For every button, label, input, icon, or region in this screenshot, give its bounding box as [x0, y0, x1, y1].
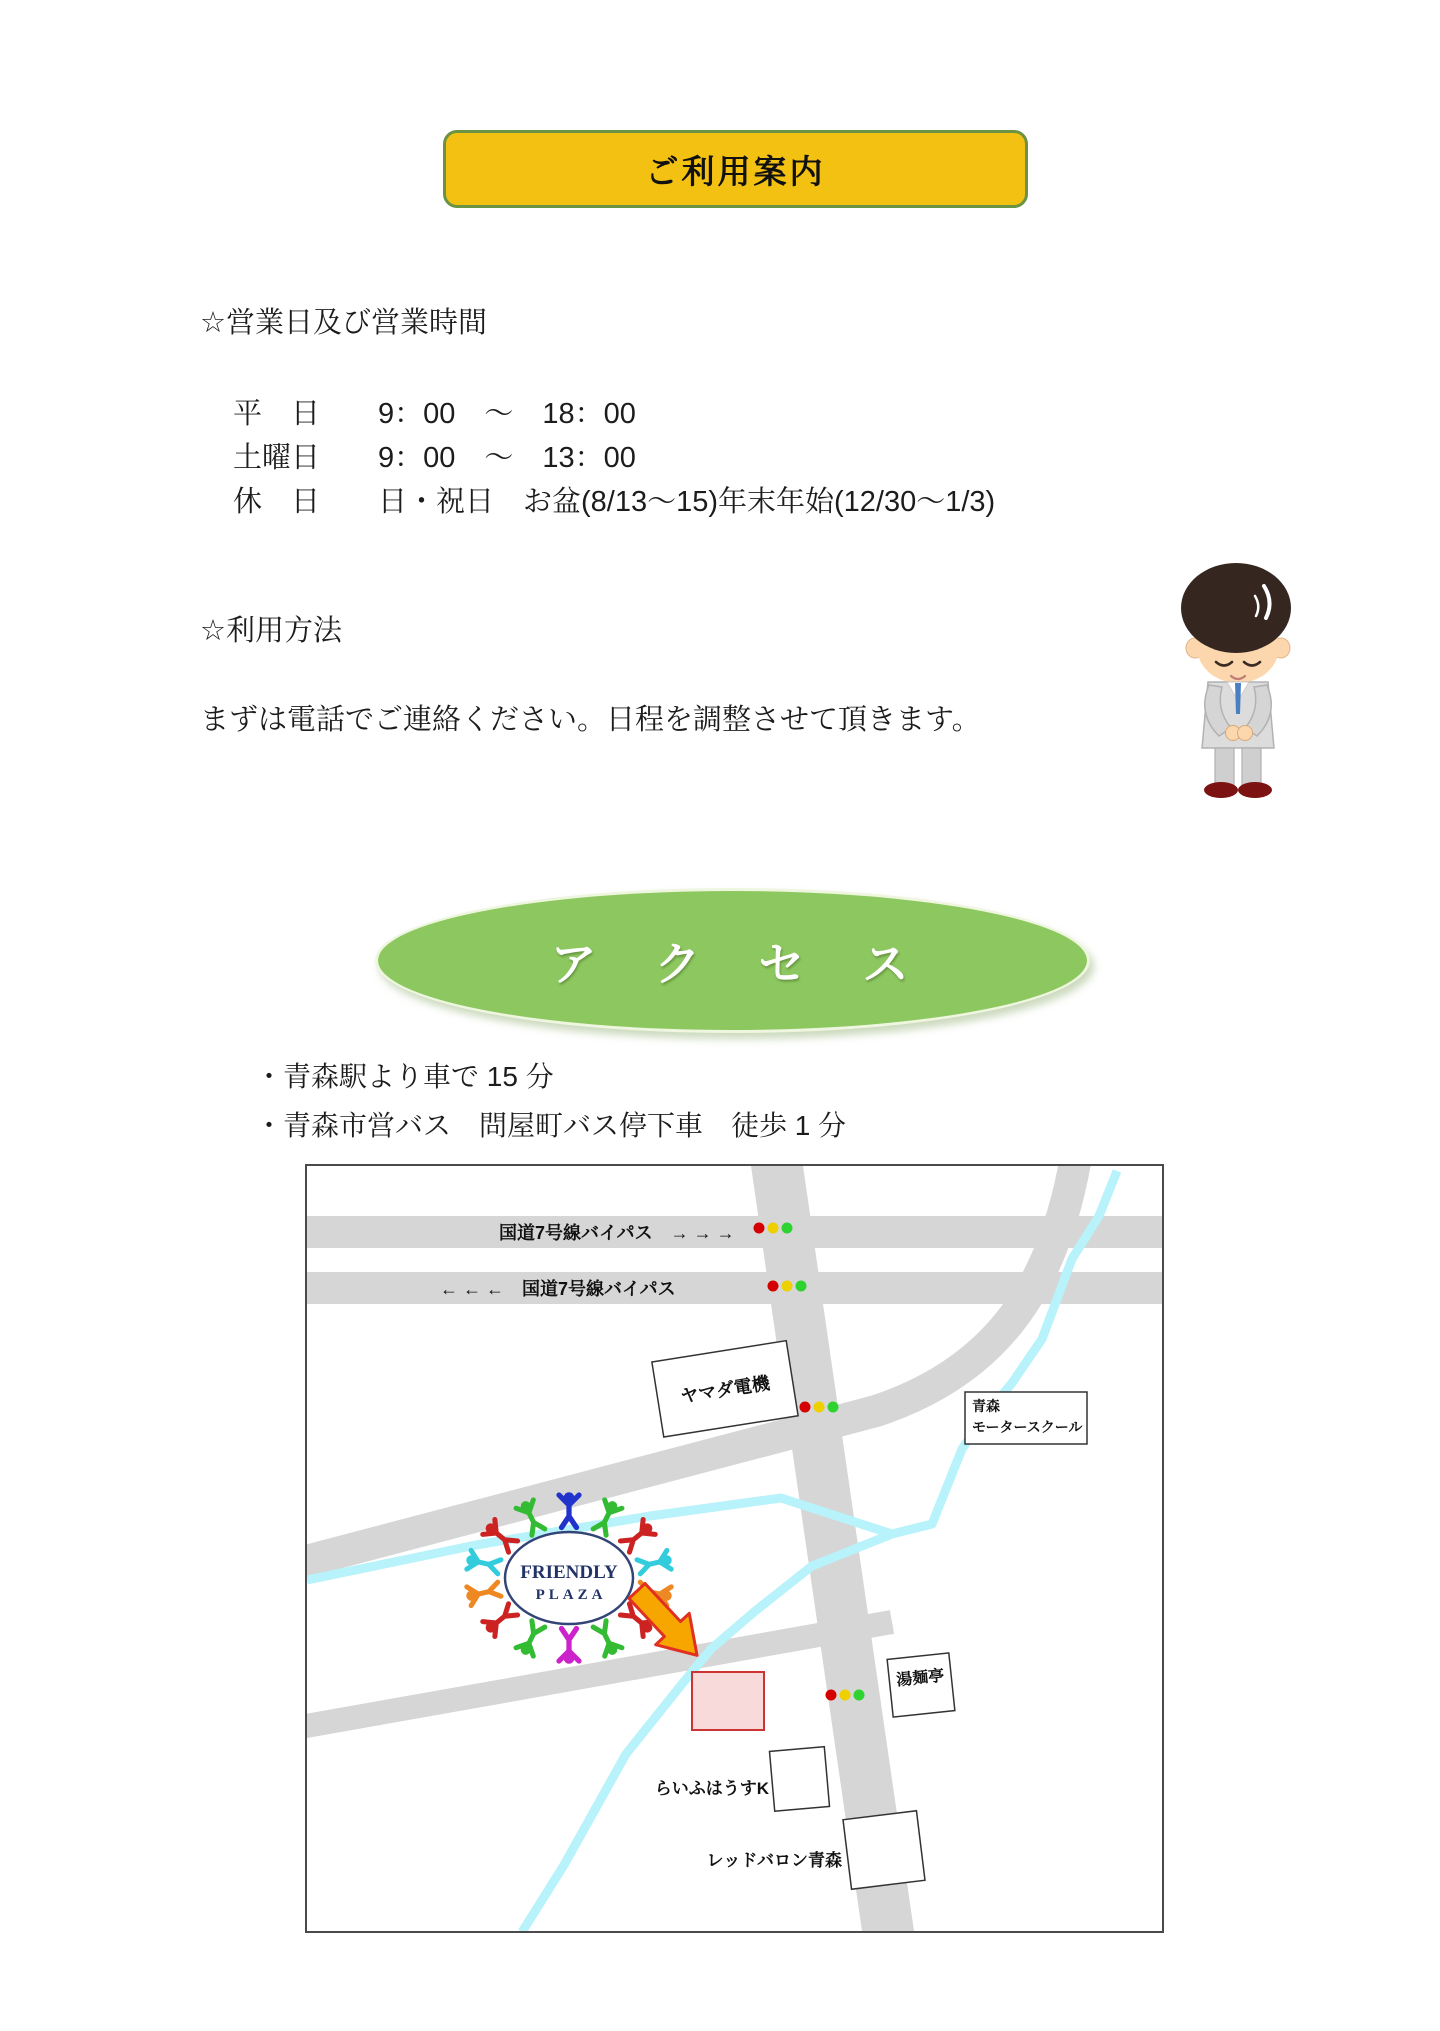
road-label-eastbound: 国道7号線バイパス → → →: [499, 1223, 735, 1243]
page-title: ご利用案内: [645, 152, 826, 190]
access-map-canvas: [307, 1166, 1162, 1931]
traffic-light-3: [800, 1402, 839, 1413]
bowing-man-hand-right: [1238, 726, 1253, 741]
access-heading: ア ク セ ス: [550, 937, 915, 990]
access-bullet-car: ・青森駅より車で 15 分: [255, 1061, 554, 1092]
title-banner: [443, 130, 1028, 208]
bowing-man-leg-left: [1215, 748, 1234, 786]
bowing-man-shoe-right: [1238, 782, 1272, 798]
bowing-man-tie: [1235, 683, 1241, 714]
access-heading-ellipse: [375, 888, 1090, 1033]
usage-body: まずは電話でご連絡ください。日程を調整させて頂きます。: [200, 704, 981, 736]
traffic-light-1: [754, 1223, 793, 1234]
bowing-man-leg-right: [1242, 748, 1261, 786]
hours-line-weekday: 平 日 9：00 ～ 18：00: [233, 398, 636, 430]
friendly-plaza-line1: FRIENDLY: [520, 1562, 618, 1583]
lifehouse-box: [769, 1747, 829, 1812]
yamada-denki-label: ヤマダ電機: [679, 1372, 772, 1407]
friendly-plaza-logo: [464, 1492, 674, 1664]
bowing-man-hair: [1181, 563, 1291, 653]
destination-building: [692, 1672, 764, 1730]
hours-heading: ☆営業日及び営業時間: [200, 307, 487, 339]
lifehouse-label: らいふはうすK: [654, 1779, 769, 1798]
traffic-light-2: [768, 1281, 807, 1292]
motor-school-label2: モータースクール: [972, 1419, 1083, 1435]
access-map: [305, 1164, 1164, 1933]
hours-line-saturday: 土曜日 9：00 ～ 13：00: [233, 442, 636, 474]
usage-heading: ☆利用方法: [200, 615, 342, 647]
road-diagonal-southwest: [307, 1622, 892, 1728]
bowing-man-shoe-left: [1204, 782, 1238, 798]
access-bullet-bus: ・青森市営バス 問屋町バス停下車 徒歩 1 分: [255, 1110, 847, 1141]
redbaron-box: [843, 1811, 925, 1889]
friendly-plaza-line2: PLAZA: [535, 1587, 607, 1603]
bowing-man-illustration: [1178, 562, 1298, 802]
road-label-westbound: ← ← ← 国道7号線バイパス: [440, 1279, 676, 1299]
traffic-light-4: [826, 1690, 865, 1701]
motor-school-label1: 青森: [972, 1398, 1000, 1414]
hours-line-holiday: 休 日 日・祝日 お盆(8/13～15)年末年始(12/30～1/3): [233, 486, 996, 518]
yumentei-label: 湯麺亭: [895, 1667, 946, 1690]
redbaron-label: レッドバロン青森: [706, 1851, 842, 1870]
